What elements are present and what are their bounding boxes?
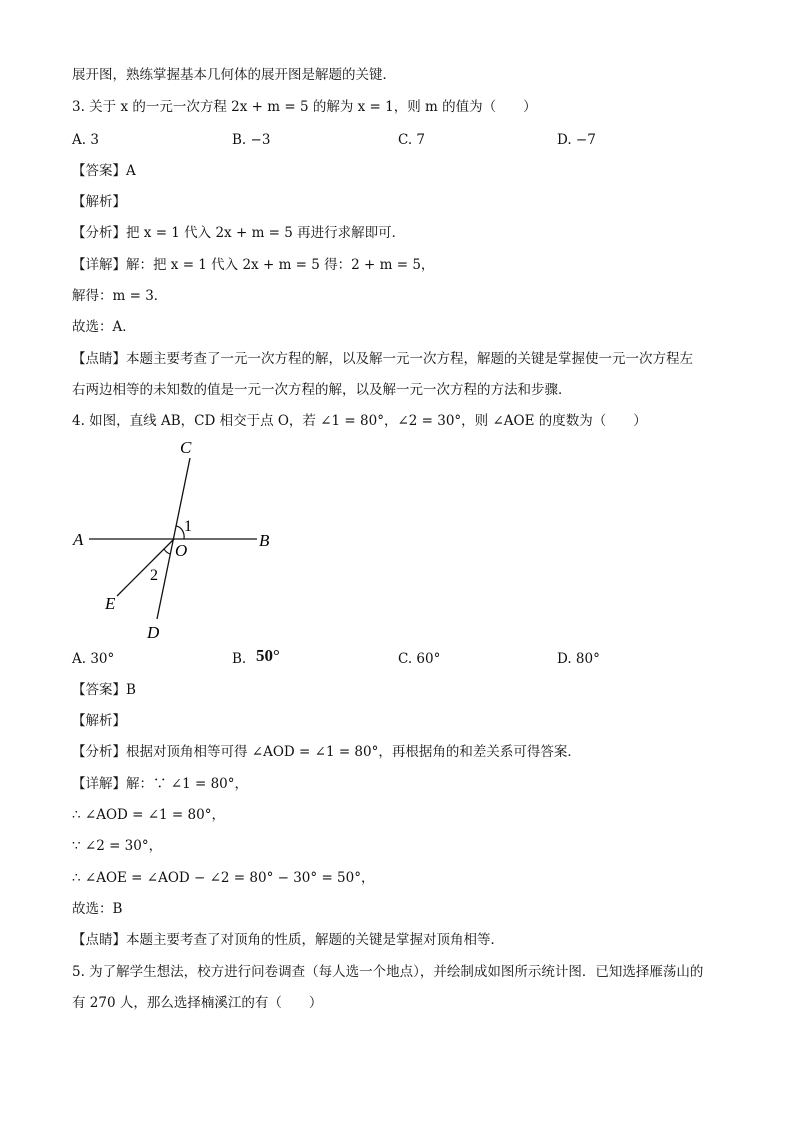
label-c: C	[180, 438, 192, 457]
q3-option-b: B. −3	[232, 132, 271, 148]
ray-oe	[117, 539, 174, 596]
question-5-line-2: 有 270 人，那么选择楠溪江的有（ ）	[72, 995, 323, 1011]
q4-detail: 【详解】解：∵ ∠1 = 80°，	[72, 776, 249, 792]
question-4: 4. 如图，直线 AB，CD 相交于点 O，若 ∠1 = 80°，∠2 = 30°，则 ∠AOE 的度数为（ ）	[72, 413, 647, 429]
q4-step-1: ∴ ∠AOD = ∠1 = 80°，	[72, 807, 225, 823]
q4-choice: 故选：B	[72, 901, 123, 917]
q3-comment-2: 右两边相等的未知数的值是一元一次方程的解，以及解一元一次方程的方法和步骤．	[72, 382, 572, 398]
q3-comment-1: 【点睛】本题主要考查了一元一次方程的解，以及解一元一次方程，解题的关键是掌握使一元一次方程左	[72, 351, 693, 367]
q4-option-b: B.	[232, 651, 247, 667]
q3-solve: 解得：m = 3．	[72, 288, 168, 304]
angle-2-arc	[164, 549, 170, 554]
q3-analysis: 【分析】把 x = 1 代入 2x + m = 5 再进行求解即可．	[72, 225, 406, 241]
label-a: A	[73, 530, 84, 549]
text-line: 展开图，熟练掌握基本几何体的展开图是解题的关键．	[72, 67, 396, 83]
question-3: 3. 关于 x 的一元一次方程 2x + m = 5 的解为 x = 1，则 m 的值为（ ）	[72, 99, 537, 115]
q3-analysis-heading: 【解析】	[72, 194, 126, 210]
question-5-line-1: 5. 为了解学生想法，校方进行问卷调查（每人选一个地点），并绘制成如图所示统计图．已知选择雁荡山的	[72, 964, 704, 980]
q4-analysis-heading: 【解析】	[72, 713, 126, 729]
q3-answer: 【答案】A	[72, 163, 136, 179]
label-d: D	[147, 623, 160, 641]
q4-option-d: D. 80°	[557, 651, 600, 667]
label-b: B	[259, 531, 270, 550]
q3-choice: 故选：A．	[72, 319, 136, 335]
q4-comment: 【点睛】本题主要考查了对顶角的性质，解题的关键是掌握对顶角相等．	[72, 932, 504, 948]
label-1: 1	[184, 518, 192, 535]
angle-1-arc	[176, 526, 185, 539]
q3-option-a: A. 3	[72, 132, 99, 148]
q3-detail: 【详解】解：把 x = 1 代入 2x + m = 5 得：2 + m = 5，	[72, 257, 435, 273]
label-e: E	[105, 594, 116, 613]
q4-answer: 【答案】B	[72, 682, 136, 698]
q4-option-b-value: 50°	[256, 646, 280, 665]
q3-option-c: C. 7	[398, 132, 426, 148]
label-o: O	[175, 541, 188, 560]
q4-option-a: A. 30°	[72, 651, 115, 667]
q4-option-c: C. 60°	[398, 651, 441, 667]
q4-step-2: ∵ ∠2 = 30°，	[72, 838, 163, 854]
q4-step-3: ∴ ∠AOE = ∠AOD − ∠2 = 80° − 30° = 50°，	[72, 870, 375, 886]
q4-analysis: 【分析】根据对顶角相等可得 ∠AOD = ∠1 = 80°，再根据角的和差关系可得答案．	[72, 744, 581, 760]
label-2: 2	[150, 567, 158, 584]
q3-option-d: D. −7	[557, 132, 596, 148]
geometry-figure	[70, 436, 290, 641]
